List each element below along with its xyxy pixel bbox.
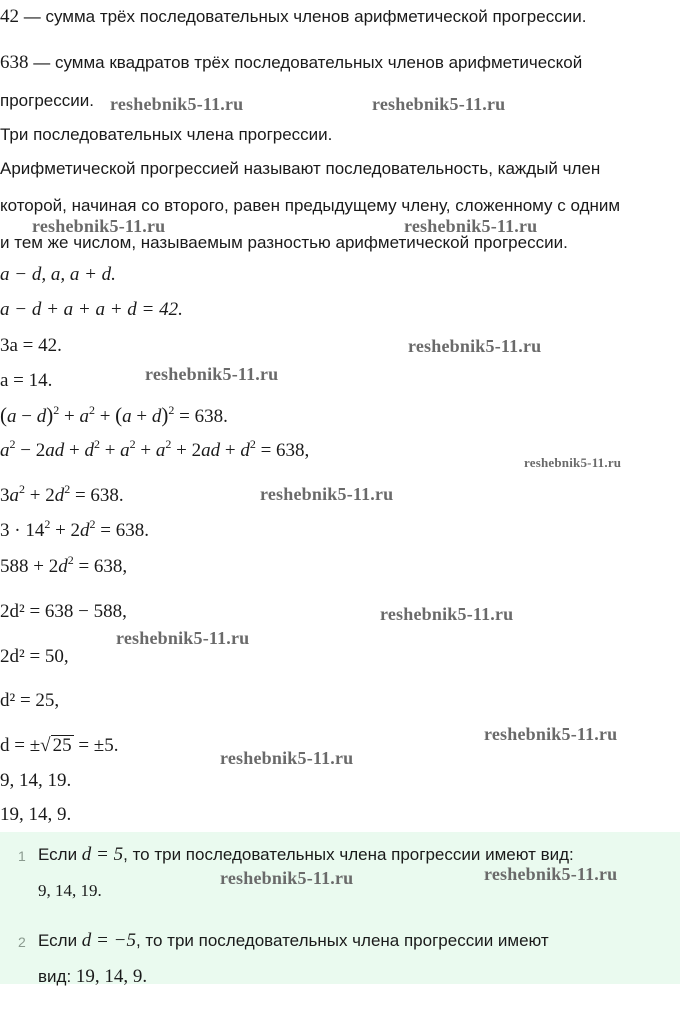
answer-2-pre: Если (38, 931, 82, 950)
answer-1-sequence: 9, 14, 19. (38, 881, 102, 900)
d-squared: d² = 25, (0, 690, 60, 711)
watermark: reshebnik5-11.ru (110, 94, 244, 114)
watermark: reshebnik5-11.ru (220, 748, 354, 768)
condition-sum-text: — сумма трёх последовательных членов арифметической прогрессии. (23, 7, 587, 26)
watermark: reshebnik5-11.ru (404, 216, 538, 236)
numeric-equation-end: = 638, (73, 556, 128, 577)
definition-line-3: и тем же числом, называемым разностью арифметической прогрессии. (0, 233, 568, 252)
condition-sum-line (0, 6, 586, 28)
squares-equation: $(a - d)^2 + a^2 + (a + d)^2 = 638$. (0, 403, 228, 427)
answer-2-sequence: 19, 14, 9. (75, 966, 148, 987)
answer-1-pre: Если (38, 845, 82, 864)
answer-number-1: 1 (18, 848, 26, 864)
condition-squares-line (0, 52, 582, 74)
watermark: reshebnik5-11.ru (484, 864, 618, 884)
answer-1-post: , то три последовательных члена прогрессии имеют вид: (123, 845, 574, 864)
watermark: reshebnik5-11.ru (116, 628, 250, 648)
substituted-equation-end: = 638. (95, 520, 150, 541)
find-line: Три последовательных члена прогрессии. (0, 125, 333, 144)
d-value (0, 735, 119, 757)
watermark: reshebnik5-11.ru (145, 364, 279, 384)
squares-sum-value: 638 (0, 52, 29, 73)
watermark: reshebnik5-11.ru (372, 94, 506, 114)
sequence-2: 19, 14, 9. (0, 804, 72, 825)
watermark: reshebnik5-11.ru (220, 868, 354, 888)
watermark: reshebnik5-11.ru (524, 455, 622, 470)
a-value: a = 14. (0, 370, 53, 391)
isolated-equation: 2d² = 638 − 588, (0, 601, 127, 622)
watermark: reshebnik5-11.ru (484, 724, 618, 744)
sqrt-icon: √ (40, 735, 51, 756)
watermark: reshebnik5-11.ru (260, 484, 394, 504)
terms-expression: a − d, a, a + d. (0, 264, 116, 285)
two-d-squared: 2d² = 50, (0, 646, 69, 667)
watermark: reshebnik5-11.ru (32, 216, 166, 236)
answer-1-line-1 (38, 844, 574, 866)
radicand: 25 (52, 735, 72, 756)
numeric-equation: $588 + 2d^2 = 638$, (0, 553, 128, 577)
sum-equation: a − d + a + a + d = 42. (0, 299, 183, 320)
substituted-equation: $3 \cdot 14^2 + 2d^2 = 638$. (0, 517, 150, 541)
sequence-1: 9, 14, 19. (0, 770, 72, 791)
answer-2-line-2 (38, 966, 147, 988)
collected-equation: $3a^2 + 2d^2 = 638$. (0, 482, 124, 506)
expanded-equation-end: = 638, (255, 440, 310, 461)
answer-number-2: 2 (18, 934, 26, 950)
d-value-suffix: = ±5. (73, 735, 119, 756)
answer-2-line-1 (38, 930, 549, 952)
watermark: reshebnik5-11.ru (380, 604, 514, 624)
sum-value: 42 (0, 6, 19, 27)
definition-line-2: которой, начиная со второго, равен предыдущему члену, сложенному с одним (0, 196, 621, 215)
squares-equation-end: = 638. (174, 406, 228, 427)
answer-2-post2: вид: (38, 967, 76, 986)
condition-squares-line-cont: прогрессии. (0, 91, 94, 110)
answer-2-condition: d = −5 (81, 930, 136, 951)
collected-equation-end: = 638. (70, 485, 124, 506)
expanded-equation: $a^2 - 2ad + d^2 + a^2 + a^2 + 2ad + d^2 = 638$, (0, 437, 310, 461)
definition-line-1: Арифметической прогрессией называют последовательность, каждый член (0, 159, 601, 178)
d-value-prefix: d = ± (0, 735, 41, 756)
answer-2-post: , то три последовательных члена прогрессии имеют (135, 931, 549, 950)
watermark: reshebnik5-11.ru (408, 336, 542, 356)
condition-squares-text: — сумма квадратов трёх последовательных членов арифметической (33, 53, 583, 72)
answer-box (0, 832, 680, 987)
answer-1-condition: d = 5 (81, 844, 124, 865)
simplified-sum: 3a = 42. (0, 335, 62, 356)
